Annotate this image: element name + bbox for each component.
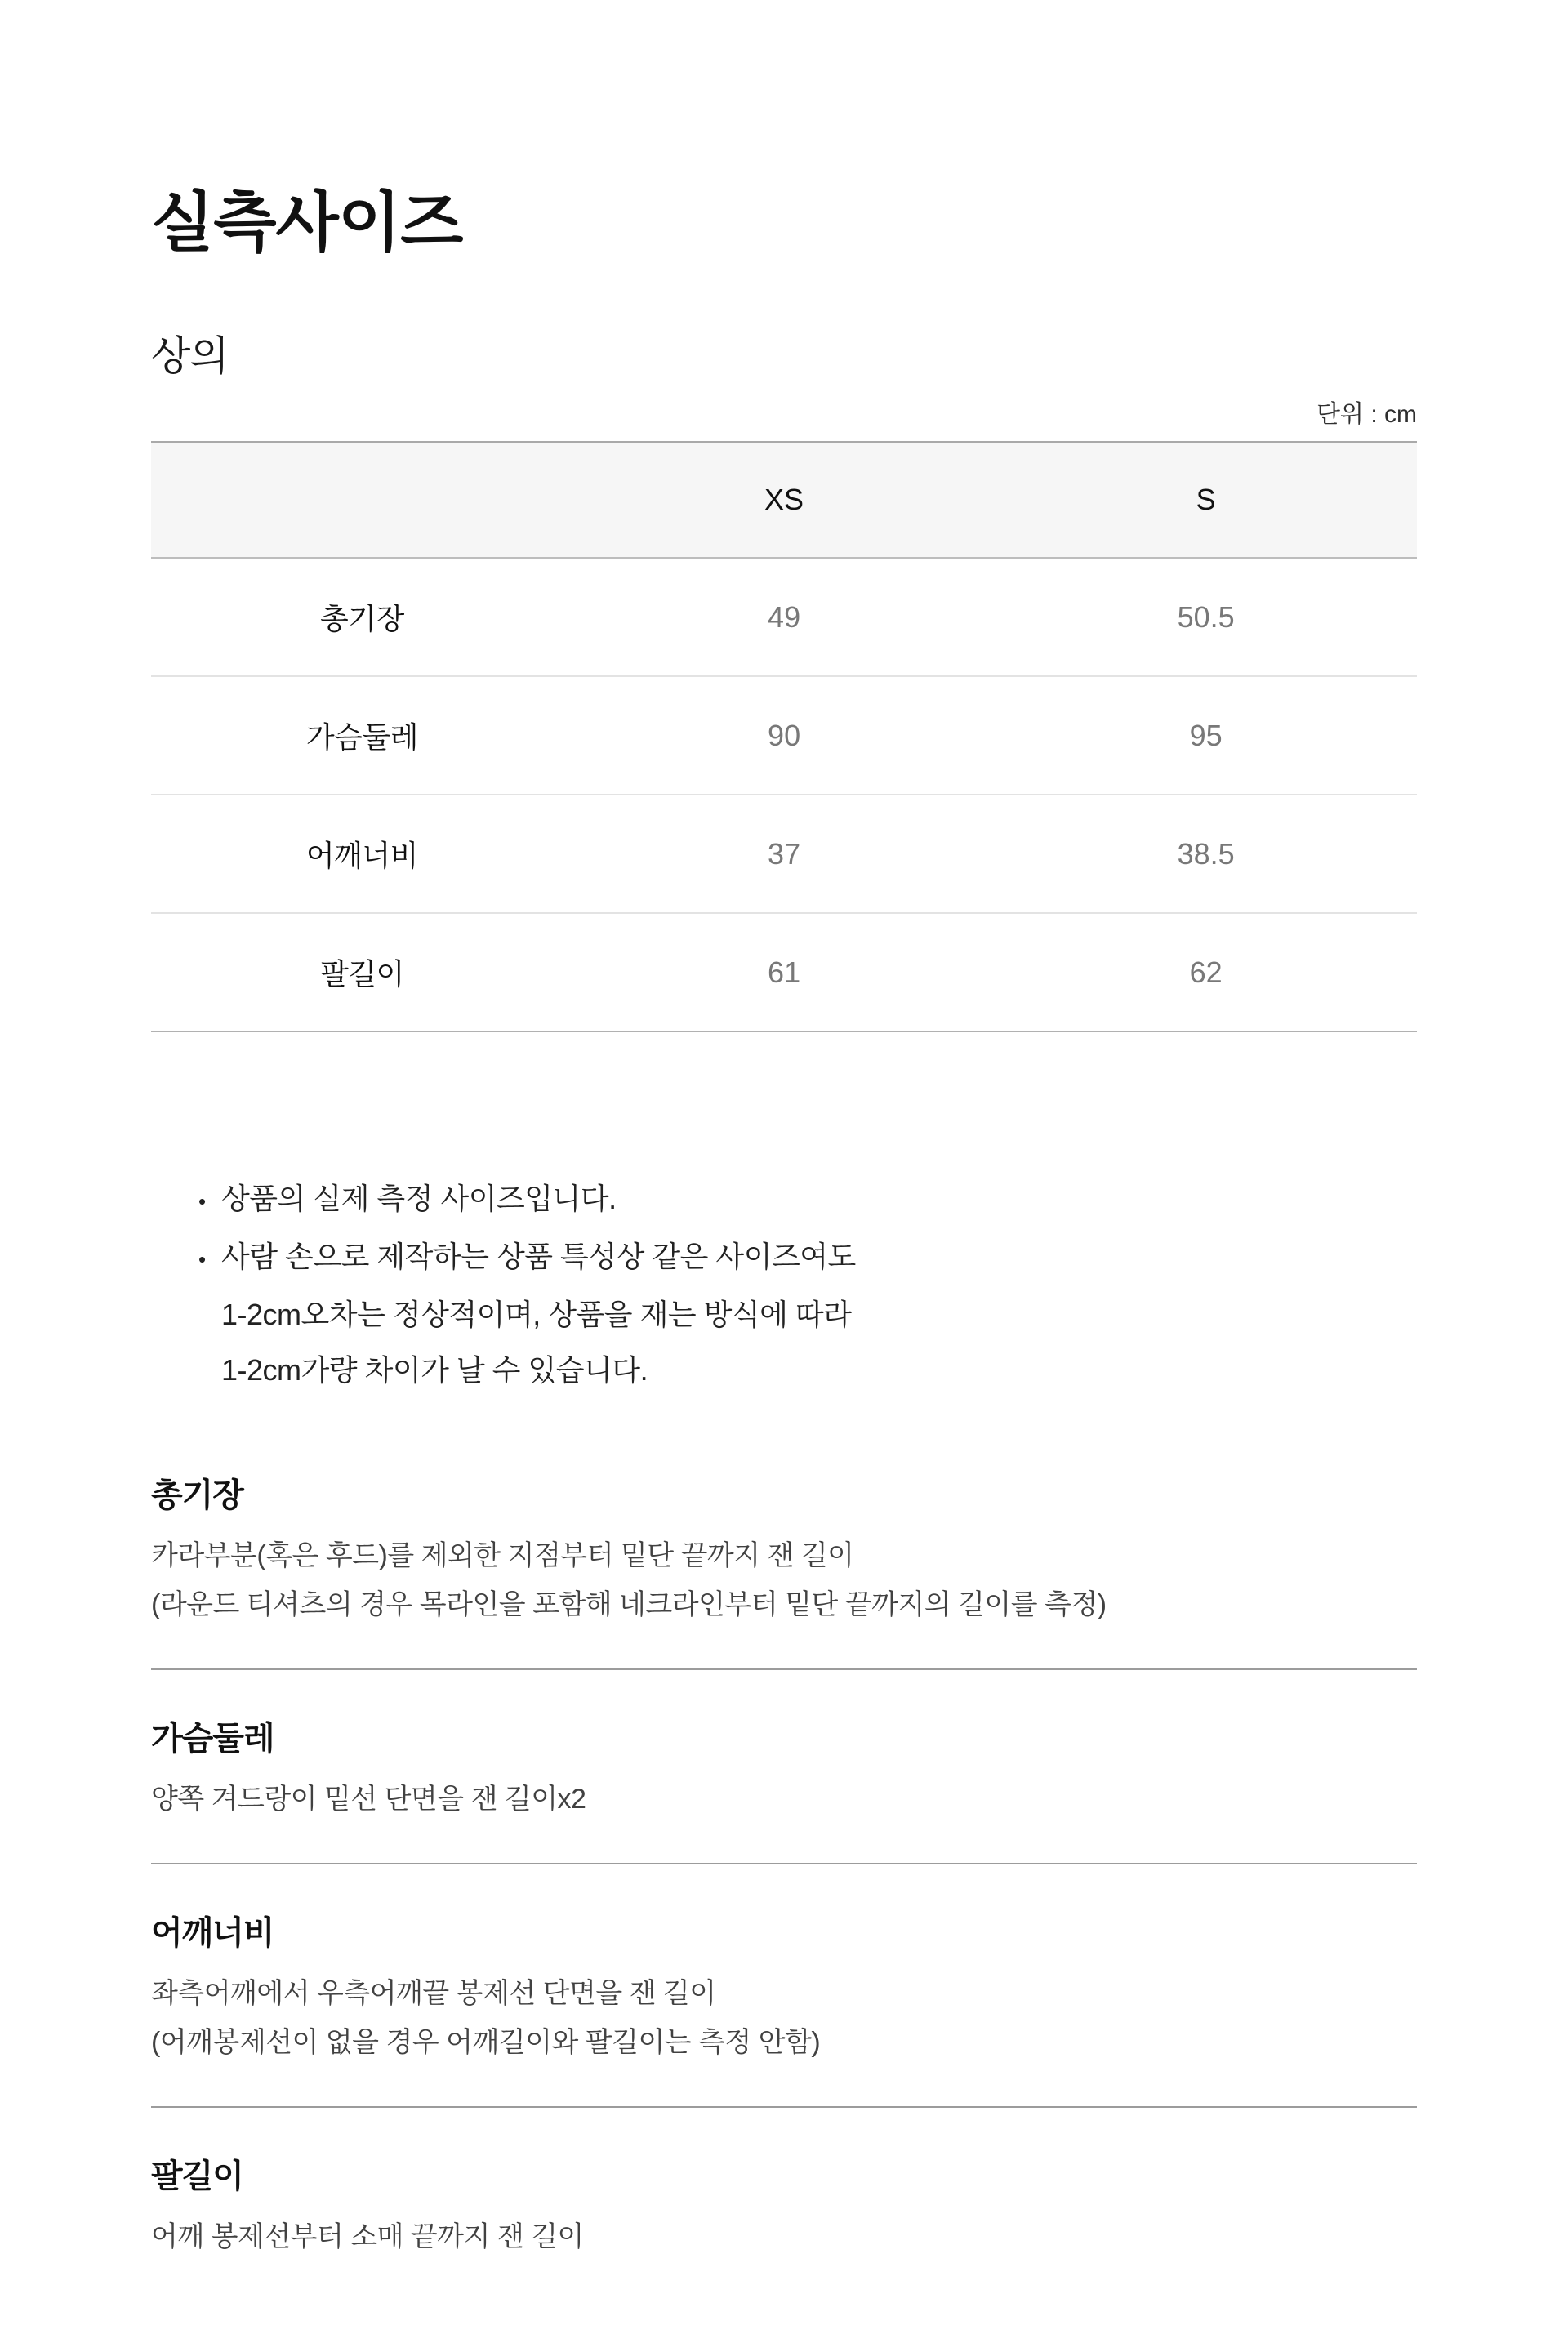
bullet-icon: • <box>198 1189 206 1214</box>
garment-category-subtitle: 상의 <box>151 333 229 379</box>
note-line <box>198 1229 1417 1287</box>
table-row-chest <box>151 676 1417 795</box>
note-line <box>198 1171 1417 1229</box>
note-text: 1-2cm가량 차이가 날 수 있습니다. <box>221 1353 648 1387</box>
size-table-corner-cell <box>151 442 573 558</box>
table-row-total-length <box>151 558 1417 676</box>
row-label: 총기장 <box>319 602 404 635</box>
cell-value: 61 <box>768 955 801 989</box>
row-label: 가슴둘레 <box>305 720 418 754</box>
definition-title: 팔길이 <box>151 2158 243 2194</box>
row-label: 어깨너비 <box>305 839 418 872</box>
row-label: 팔길이 <box>319 957 404 991</box>
table-row-shoulder <box>151 795 1417 913</box>
size-column-xs: XS <box>764 483 804 516</box>
cell-value: 50.5 <box>1177 599 1235 634</box>
cell-value: 37 <box>768 836 801 871</box>
note-line-continuation <box>198 1287 1417 1343</box>
definition-text: 어깨 봉제선부터 소매 끝까지 잰 길이 <box>151 2221 584 2252</box>
note-text: 상품의 실제 측정 사이즈입니다. <box>221 1182 617 1215</box>
size-table-header-row <box>151 442 1417 558</box>
unit-label: 단위 : cm <box>1316 401 1417 428</box>
definition-title: 총기장 <box>151 1477 243 1513</box>
definition-text: (어깨봉제선이 없을 경우 어깨길이와 팔길이는 측정 안함) <box>151 2027 821 2058</box>
cell-value: 62 <box>1189 955 1223 989</box>
definition-chest <box>151 1670 1417 1864</box>
note-text: 1-2cm오차는 정상적이며, 상품을 재는 방식에 따라 <box>221 1298 852 1331</box>
definition-title: 어깨너비 <box>151 1915 274 1951</box>
note-line-continuation <box>198 1343 1417 1398</box>
page-title: 실측사이즈 <box>151 186 463 259</box>
note-text: 사람 손으로 제작하는 상품 특성상 같은 사이즈여도 <box>221 1240 856 1273</box>
measurement-definitions <box>151 1476 1417 2301</box>
cell-value: 38.5 <box>1177 836 1235 871</box>
definition-text: 좌측어깨에서 우측어깨끝 봉제선 단면을 잰 길이 <box>151 1978 716 2009</box>
cell-value: 49 <box>768 599 801 634</box>
measurement-notes <box>151 1171 1417 1398</box>
definition-text: 양쪽 겨드랑이 밑선 단면을 잰 길이x2 <box>151 1784 586 1815</box>
content-column <box>151 184 1417 2301</box>
cell-value: 95 <box>1189 718 1223 752</box>
bullet-icon: • <box>198 1247 206 1272</box>
size-table <box>151 441 1417 1032</box>
definition-title: 가슴둘레 <box>151 1721 274 1757</box>
definition-sleeve <box>151 2108 1417 2301</box>
definition-shoulder <box>151 1864 1417 2108</box>
table-row-sleeve <box>151 913 1417 1031</box>
definition-text: 카라부분(혹은 후드)를 제외한 지점부터 밑단 끝까지 잰 길이 <box>151 1540 854 1571</box>
definition-text: (라운드 티셔츠의 경우 목라인을 포함해 네크라인부터 밑단 끝까지의 길이를 측정) <box>151 1589 1107 1620</box>
definition-total-length <box>151 1476 1417 1670</box>
size-column-s: S <box>1196 483 1216 516</box>
cell-value: 90 <box>768 718 801 752</box>
